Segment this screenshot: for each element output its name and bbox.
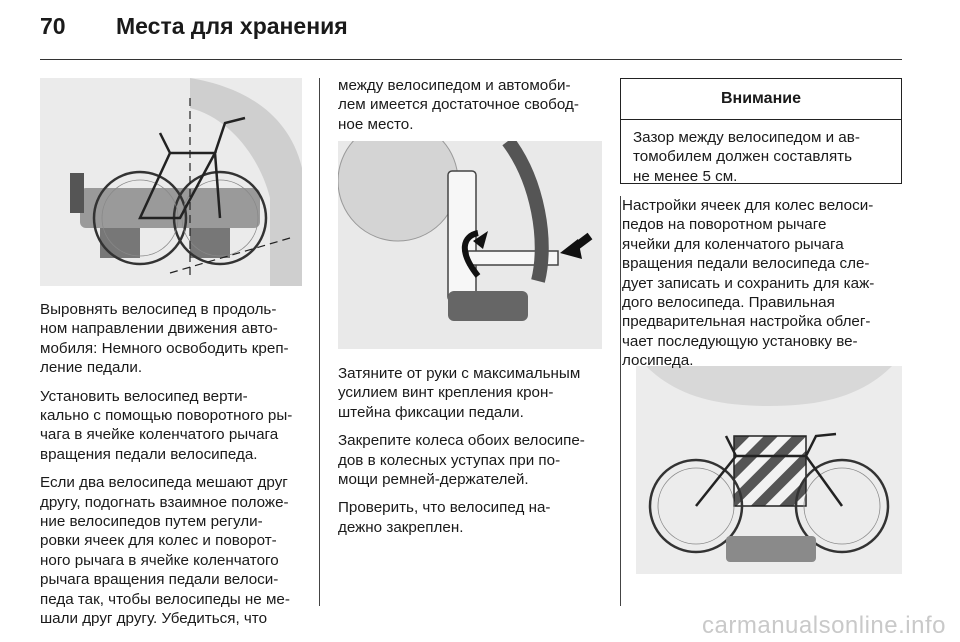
column-1-text bbox=[40, 300, 308, 638]
column-divider-2 bbox=[620, 196, 621, 606]
column-3-text bbox=[622, 196, 904, 380]
col1-paragraph-1: Выровнять велосипед в продоль- ном направлении движения авто- мобиля: Немного освободить креп- ление педали. bbox=[40, 301, 289, 377]
col1-paragraph-3: Если два велосипеда мешают друг другу, подогнать взаимное положе- ние велосипедов путем регули- ровки ячеек для колес и поворот- ного рычага в ячейке коленчатого рычага вращения педали велоси- педа так, чтобы велосипеды не ме- шали друг другу. Убедиться, что bbox=[40, 474, 290, 628]
col1-paragraph-2: Установить велосипед верти- кально с помощью поворотного ры- чага в ячейке коленчатого рычага вращения педали велосипеда. bbox=[40, 387, 293, 463]
col2-intro-text: между велосипедом и автомоби- лем имеется достаточное свобод- ное место. bbox=[338, 77, 579, 133]
bikes-warning-board-figure bbox=[636, 366, 902, 574]
col2-paragraph-3: Проверить, что велосипед на- дежно закреплен. bbox=[338, 499, 551, 536]
col3-paragraph: Настройки ячеек для колес велоси- педов на поворотном рычаге ячейки для коленчатого рычага вращения педали велосипеда сле- дует записать и сохранить для каж- дого велосипеда. Правильная предварительная настройка облег- чает последующую установку ве- лосипеда. bbox=[622, 197, 875, 370]
watermark: carmanualsonline.info bbox=[702, 612, 946, 639]
column-2-text bbox=[338, 364, 606, 546]
header-rule bbox=[40, 59, 902, 60]
page-number: 70 bbox=[40, 13, 66, 39]
col2-paragraph-2: Закрепите колеса обоих велосипе- дов в колесных уступах при по- мощи ремней-держателей. bbox=[338, 432, 585, 489]
col2-paragraph-1: Затяните от руки с максимальным усилием винт крепления крон- штейна фиксации педали. bbox=[338, 365, 581, 421]
bike-carrier-figure bbox=[40, 78, 302, 286]
column-divider-1 bbox=[319, 78, 320, 606]
warning-box bbox=[620, 78, 902, 184]
page-title: Места для хранения bbox=[116, 13, 348, 39]
pedal-arm-figure bbox=[338, 141, 602, 349]
warning-text: Зазор между велосипедом и ав- томобилем должен составлять не менее 5 см. bbox=[633, 129, 860, 185]
warning-title: Внимание bbox=[621, 79, 901, 120]
column-2-intro bbox=[338, 76, 606, 143]
